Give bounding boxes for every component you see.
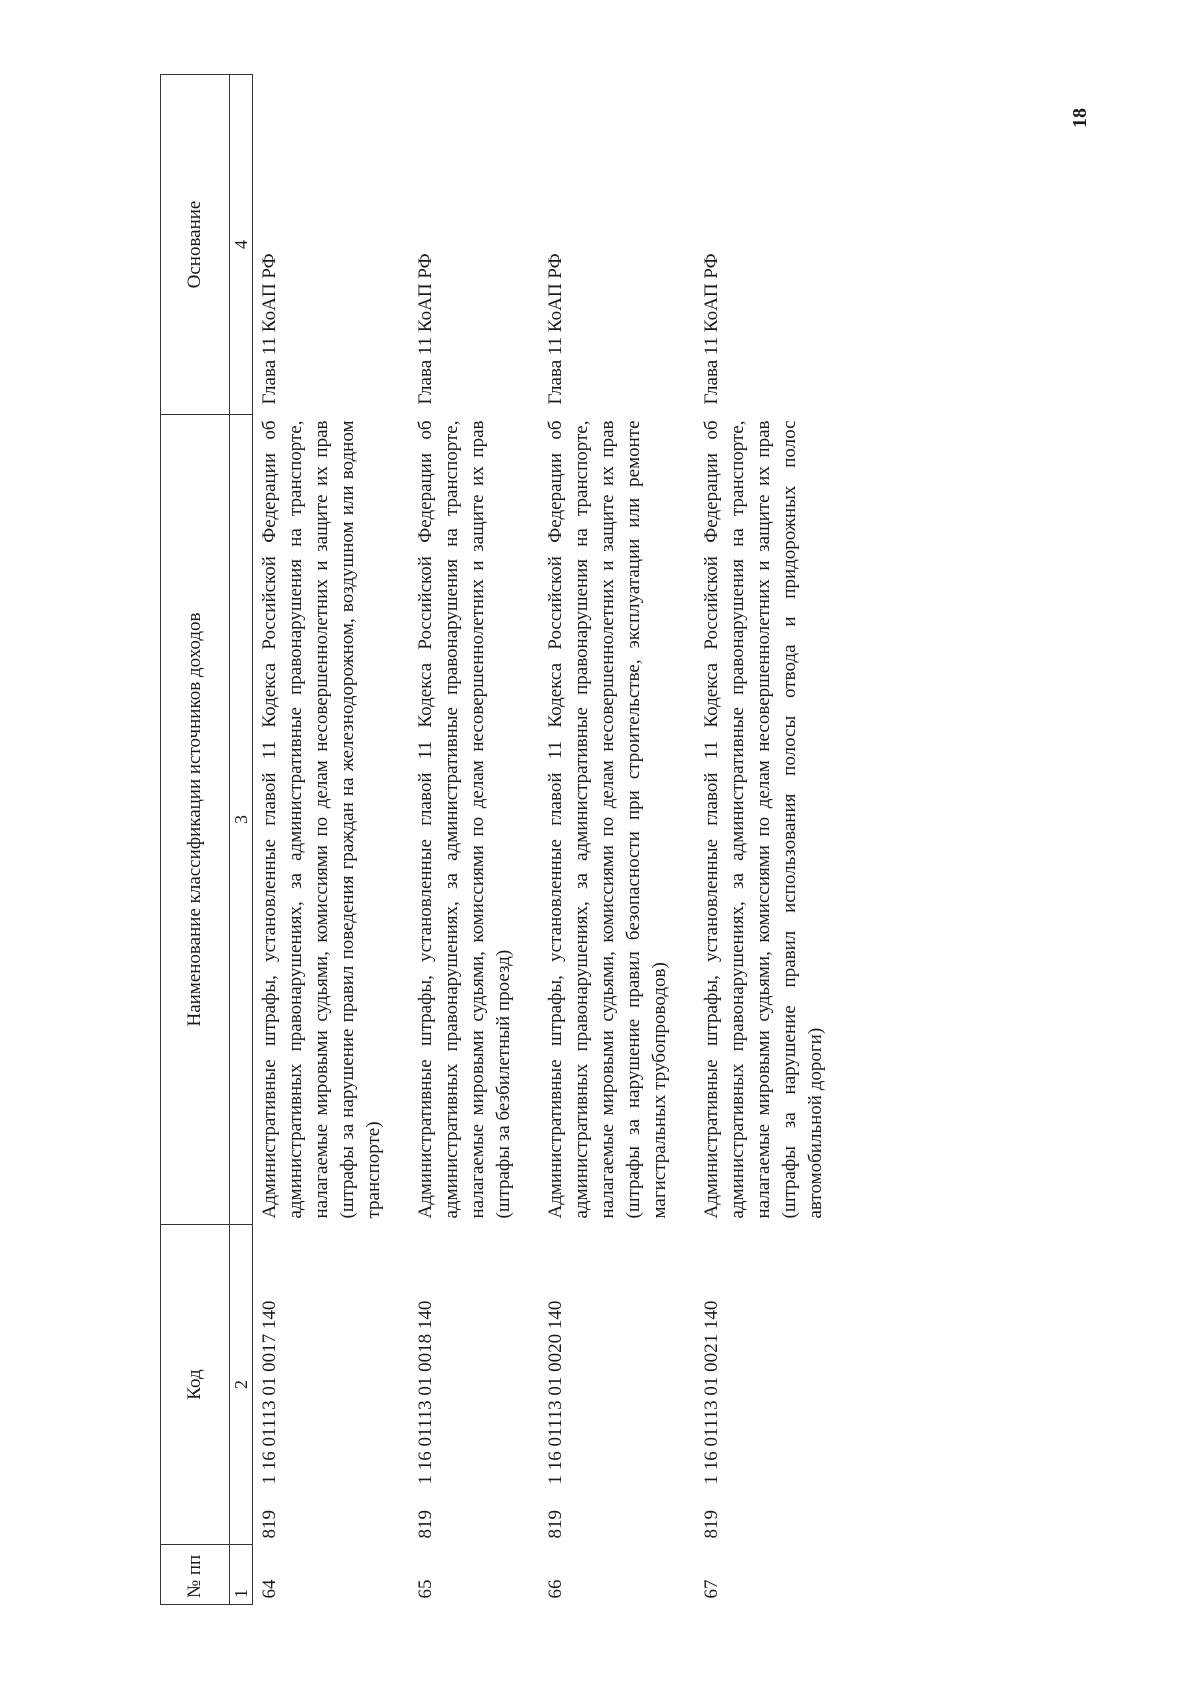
budget-code: 1 16 01113 01 0020 140 (545, 1300, 566, 1485)
page-number: 18 (1069, 108, 1091, 128)
row-basis: Глава 11 КоАП РФ (259, 253, 280, 405)
row-number: 65 (415, 1579, 436, 1599)
header-num: № пп (161, 1545, 230, 1605)
row-name: Административные штрафы, установленные главой 11 Кодекса Российской Федерации об административных правонарушениях, за административные правонарушения на транспорте, налагаемые мировыми судьями, комиссиями по делам несовершеннолетних и защите их прав (штрафы за нарушение правил поведения граждан на железнодорожном, воздушном или водном транспорте) (259, 420, 384, 1219)
table-row (253, 75, 410, 1605)
row-name: Административные штрафы, установленные главой 11 Кодекса Российской Федерации об административных правонарушениях, за административные правонарушения на транспорте, налагаемые мировыми судьями, комиссиями по делам несовершеннолетних и защите их прав (штрафы за нарушение правил безопасности при строительстве, эксплуатации или ремонте магистральных трубопроводов) (545, 420, 670, 1219)
admin-code: 819 (259, 1510, 280, 1539)
row-code-cell (409, 1225, 539, 1545)
row-code-cell (253, 1225, 410, 1545)
column-numbers-row (230, 75, 253, 1605)
row-basis: Глава 11 КоАП РФ (701, 253, 722, 405)
column-number: 2 (230, 1225, 253, 1545)
row-code-cell (695, 1225, 851, 1545)
row-basis: Глава 11 КоАП РФ (545, 253, 566, 405)
row-code-cell (539, 1225, 695, 1545)
income-classification-table (160, 74, 851, 1605)
column-number: 3 (230, 415, 253, 1225)
header-base: Основание (161, 75, 230, 415)
header-name: Наименование классификации источников доходов (161, 415, 230, 1225)
table-row (409, 75, 539, 1605)
row-basis: Глава 11 КоАП РФ (415, 253, 436, 405)
admin-code: 819 (701, 1510, 722, 1539)
column-number: 1 (230, 1545, 253, 1605)
admin-code: 819 (415, 1510, 436, 1539)
budget-code: 1 16 01113 01 0021 140 (701, 1300, 722, 1485)
rotated-page-content (160, 75, 880, 1605)
table-header-row (161, 75, 230, 1605)
budget-code: 1 16 01113 01 0018 140 (415, 1300, 436, 1485)
admin-code: 819 (545, 1510, 566, 1539)
row-number: 67 (701, 1579, 722, 1599)
column-number: 4 (230, 75, 253, 415)
budget-code: 1 16 01113 01 0017 140 (259, 1300, 280, 1485)
row-number: 64 (259, 1579, 280, 1599)
row-name: Административные штрафы, установленные главой 11 Кодекса Российской Федерации об административных правонарушениях, за административные правонарушения на транспорте, налагаемые мировыми судьями, комиссиями по делам несовершеннолетних и защите их прав (штрафы за безбилетный проезд) (415, 420, 514, 1219)
row-name: Административные штрафы, установленные главой 11 Кодекса Российской Федерации об административных правонарушениях, за административные правонарушения на транспорте, налагаемые мировыми судьями, комиссиями по делам несовершеннолетних и защите их прав (штрафы за нарушение правил использования полосы отвода и придорожных полос автомобильной дороги) (701, 420, 826, 1219)
header-code: Код (161, 1225, 230, 1545)
row-number: 66 (545, 1579, 566, 1599)
table-row (695, 75, 851, 1605)
table-row (539, 75, 695, 1605)
